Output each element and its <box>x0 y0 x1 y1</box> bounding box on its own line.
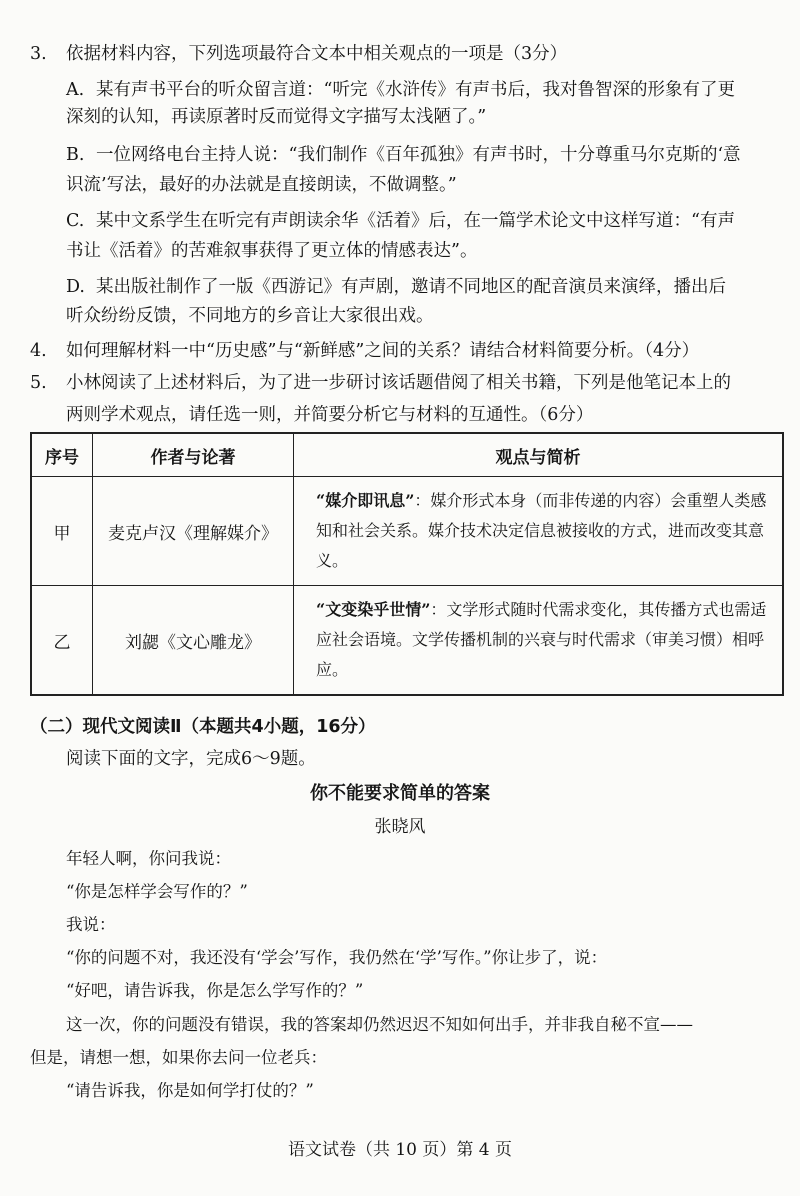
option-b-line2: 识流’写法，最好的办法就是直接朗读，不做调整。” <box>66 175 457 195</box>
section-instruction: 阅读下面的文字，完成6～9题。 <box>66 749 316 769</box>
q5-number: 5. <box>30 373 47 393</box>
row-work: 刘勰《文心雕龙》 <box>93 586 294 696</box>
story-paragraph: “好吧，请告诉我，你是怎么学写作的？” <box>66 981 364 1000</box>
story-paragraph: 我说： <box>66 915 116 934</box>
option-a-line1: 某有声书平台的听众留言道：“听完《水浒传》有声书后，我对鲁智深的形象有了更 <box>96 80 735 100</box>
q3-number: 3. <box>30 44 47 64</box>
view-text: ：媒介形式本身（而非传递的内容）会重塑人类感知和社会关系。媒介技术决定信息被接收的方式，进而改变其意义。 <box>316 491 767 570</box>
option-a-line2: 深刻的认知，再读原著时反而觉得文字描写太浅陋了。” <box>66 107 487 127</box>
page-footer: 语文试卷（共 10 页）第 4 页 <box>287 1140 513 1160</box>
row-id: 甲 <box>31 477 93 586</box>
article-author: 张晓风 <box>374 817 426 837</box>
option-d-line1: 某出版社制作了一版《西游记》有声剧，邀请不同地区的配音演员来演绎，播出后 <box>96 277 726 297</box>
article-title: 你不能要求简单的答案 <box>310 783 490 804</box>
option-c-label: C. <box>66 211 85 231</box>
story-paragraph: “请告诉我，你是如何学打仗的？” <box>66 1081 314 1100</box>
header-id: 序号 <box>31 433 93 477</box>
option-b-line1: 一位网络电台主持人说：“我们制作《百年孤独》有声书时，十分尊重马尔克斯的‘意 <box>96 145 741 165</box>
row-view <box>294 477 784 586</box>
option-c-line2: 书让《活着》的苦难叙事获得了更立体的情感表达”。 <box>66 241 478 261</box>
story-paragraph: 但是，请想一想，如果你去问一位老兵： <box>30 1048 327 1067</box>
story-paragraph: “你是怎样学会写作的？” <box>66 882 248 901</box>
story-paragraph: 年轻人啊，你问我说： <box>66 849 231 868</box>
row-id: 乙 <box>31 586 93 696</box>
table-row <box>31 477 783 586</box>
option-d-label: D. <box>66 277 85 297</box>
option-d-line2: 听众纷纷反馈，不同地方的乡音让大家很出戏。 <box>66 306 434 326</box>
story-paragraph: 这一次，你的问题没有错误，我的答案却仍然迟迟不知如何出手，并非我自秘不宣—— <box>66 1015 693 1034</box>
q4-text: 如何理解材料一中“历史感”与“新鲜感”之间的关系？请结合材料简要分析。（4分） <box>66 341 700 361</box>
view-keyword: “文变染乎世情” <box>316 600 431 619</box>
q3-stem: 依据材料内容，下列选项最符合文本中相关观点的一项是（3分） <box>66 44 568 64</box>
header-view: 观点与简析 <box>294 433 784 477</box>
option-c-line1: 某中文系学生在听完有声朗读余华《活着》后，在一篇学术论文中这样写道：“有声 <box>96 211 735 231</box>
option-a-label: A. <box>66 80 85 100</box>
story-paragraph: “你的问题不对，我还没有‘学会’写作，我仍然在‘学’写作。”你让步了，说： <box>66 948 608 967</box>
table-row <box>31 586 783 696</box>
q5-line2: 两则学术观点，请任选一则，并简要分析它与材料的互通性。（6分） <box>66 405 594 425</box>
view-keyword: “媒介即讯息” <box>316 491 415 510</box>
row-view <box>294 586 784 696</box>
header-work: 作者与论著 <box>93 433 294 477</box>
view-text: ：文学形式随时代需求变化，其传播方式也需适应社会语境。文学传播机制的兴衰与时代需求（审美习惯）相呼应。 <box>316 600 767 679</box>
q5-line1: 小林阅读了上述材料后，为了进一步研讨该话题借阅了相关书籍，下列是他笔记本上的 <box>66 373 731 393</box>
notes-table <box>30 432 784 696</box>
q4-number: 4. <box>30 341 47 361</box>
row-work: 麦克卢汉《理解媒介》 <box>93 477 294 586</box>
section-heading: （二）现代文阅读Ⅱ（本题共4小题，16分） <box>30 717 376 737</box>
option-b-label: B. <box>66 145 85 165</box>
